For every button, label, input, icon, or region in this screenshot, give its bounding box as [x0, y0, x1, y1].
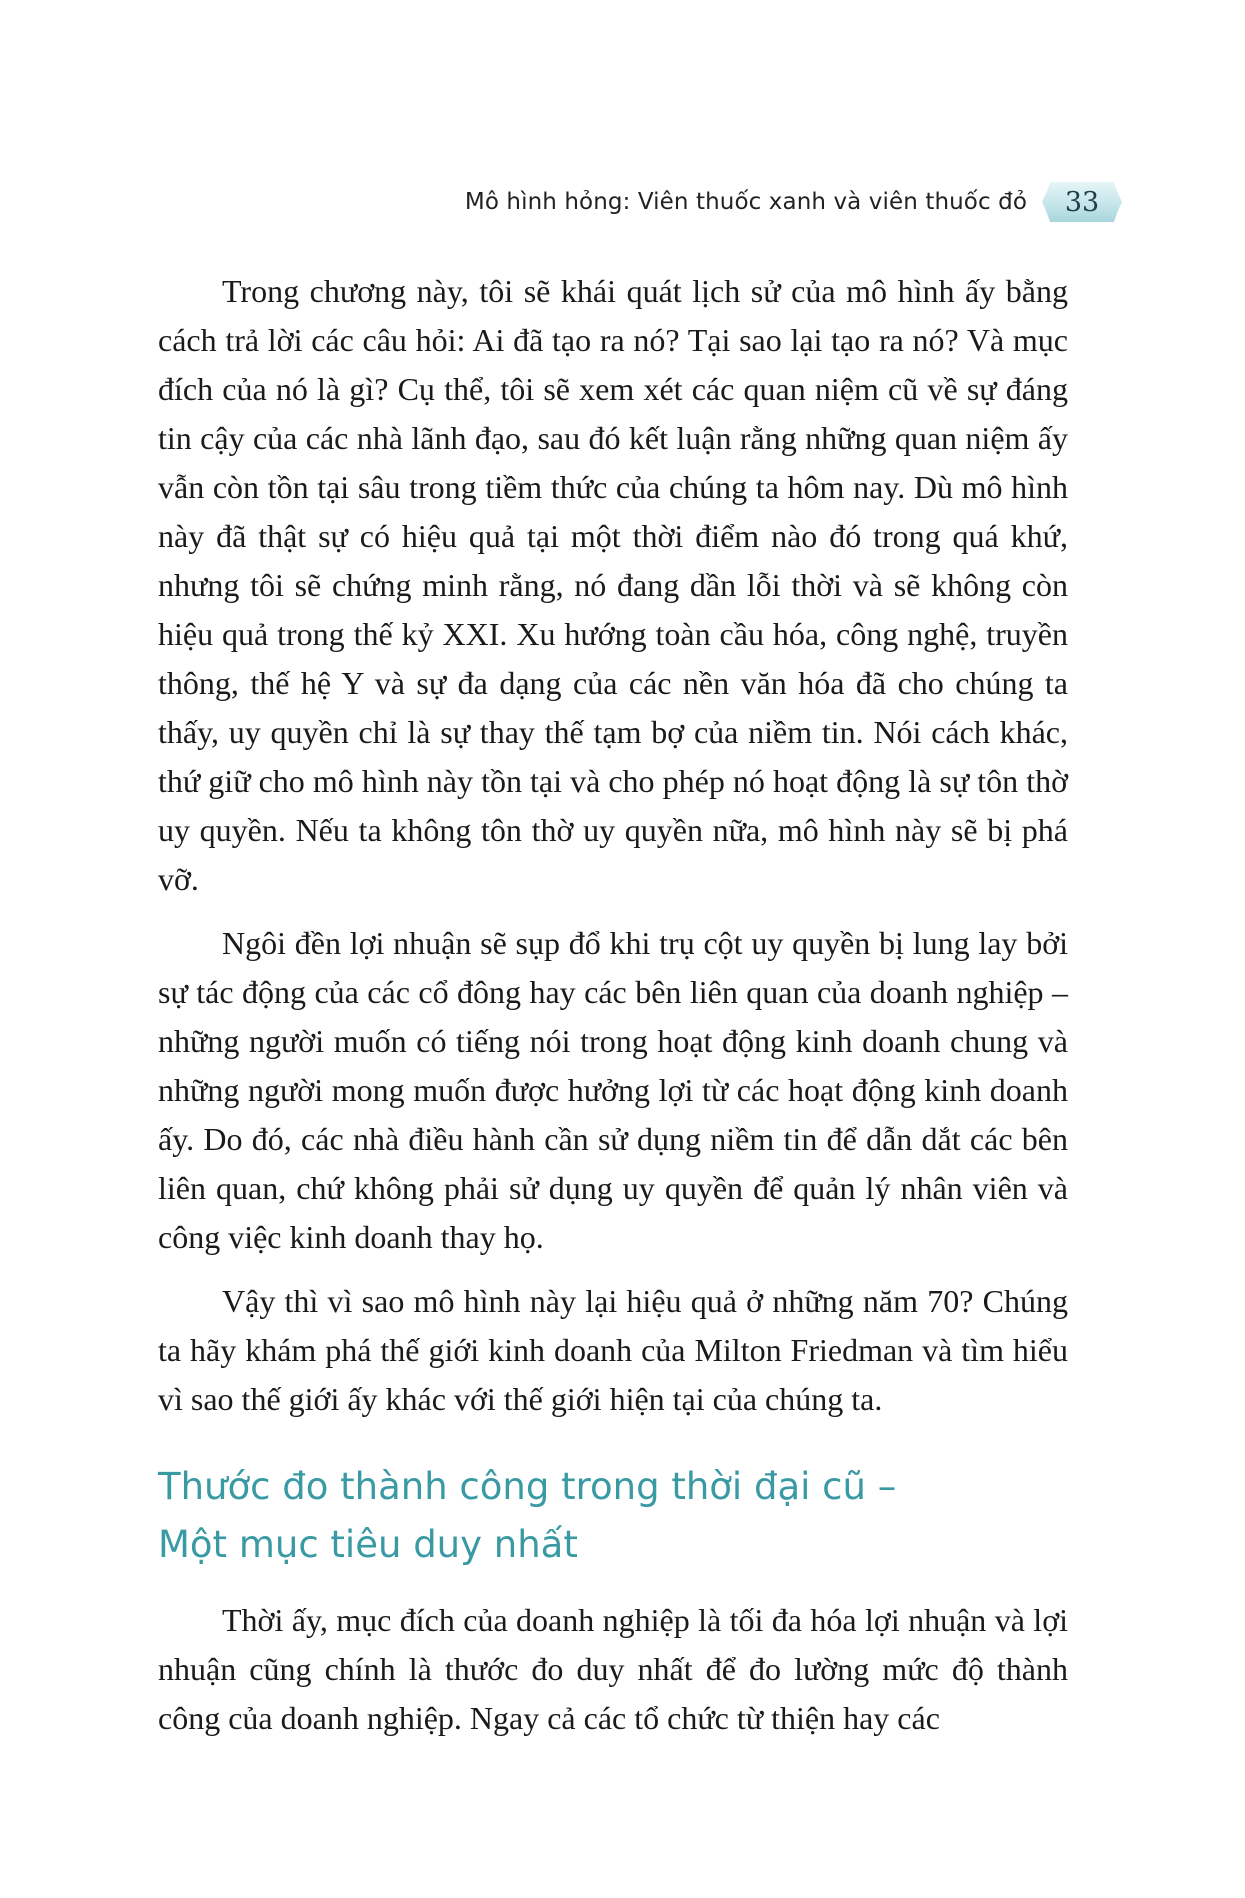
paragraph: Thời ấy, mục đích của doanh nghiệp là tối đa hóa lợi nhuận và lợi nhuận cũng chính là thước đo duy nhất để đo lường mức độ thành công của doanh nghiệp. Ngay cả các tổ chức từ thiện hay các — [158, 1602, 1068, 1736]
page-number: 33 — [1064, 186, 1100, 218]
body-text — [158, 267, 1068, 1743]
section-heading-line: Thước đo thành công trong thời đại cũ – — [158, 1465, 897, 1508]
running-header — [465, 178, 1123, 226]
section-heading — [158, 1458, 1068, 1574]
running-title: Mô hình hỏng: Viên thuốc xanh và viên thuốc đỏ — [464, 189, 1027, 215]
section-heading-line: Một mục tiêu duy nhất — [158, 1523, 578, 1566]
paragraph: Ngôi đền lợi nhuận sẽ sụp đổ khi trụ cột uy quyền bị lung lay bởi sự tác động của các cổ đông hay các bên liên quan của doanh nghiệp – những người muốn có tiếng nói trong hoạt động kinh doanh chung và những người mong muốn được hưởng lợi từ các hoạt động kinh doanh ấy. Do đó, các nhà điều hành cần sử dụng niềm tin để dẫn dắt các bên liên quan, chứ không phải sử dụng uy quyền để quản lý nhân viên và công việc kinh doanh thay họ. — [158, 925, 1068, 1255]
page-number-badge — [1041, 180, 1123, 224]
paragraph: Trong chương này, tôi sẽ khái quát lịch sử của mô hình ấy bằng cách trả lời các câu hỏi: Ai đã tạo ra nó? Tại sao lại tạo ra nó? Và mục đích của nó là gì? Cụ thể, tôi sẽ xem xét các quan niệm cũ về sự đáng tin cậy của các nhà lãnh đạo, sau đó kết luận rằng những quan niệm ấy vẫn còn tồn tại sâu trong tiềm thức của chúng ta hôm nay. Dù mô hình này đã thật sự có hiệu quả tại một thời điểm nào đó trong quá khứ, nhưng tôi sẽ chứng minh rằng, nó đang dần lỗi thời và sẽ không còn hiệu quả trong thế kỷ XXI. Xu hướng toàn cầu hóa, công nghệ, truyền thông, thế hệ Y và sự đa dạng của các nền văn hóa đã cho chúng ta thấy, uy quyền chỉ là sự thay thế tạm bợ của niềm tin. Nói cách khác, thứ giữ cho mô hình này tồn tại và cho phép nó hoạt động là sự tôn thờ uy quyền. Nếu ta không tôn thờ uy quyền nữa, mô hình này sẽ bị phá vỡ. — [158, 273, 1068, 897]
paragraph: Vậy thì vì sao mô hình này lại hiệu quả ở những năm 70? Chúng ta hãy khám phá thế giới kinh doanh của Milton Friedman và tìm hiểu vì sao thế giới ấy khác với thế giới hiện tại của chúng ta. — [158, 1283, 1068, 1417]
